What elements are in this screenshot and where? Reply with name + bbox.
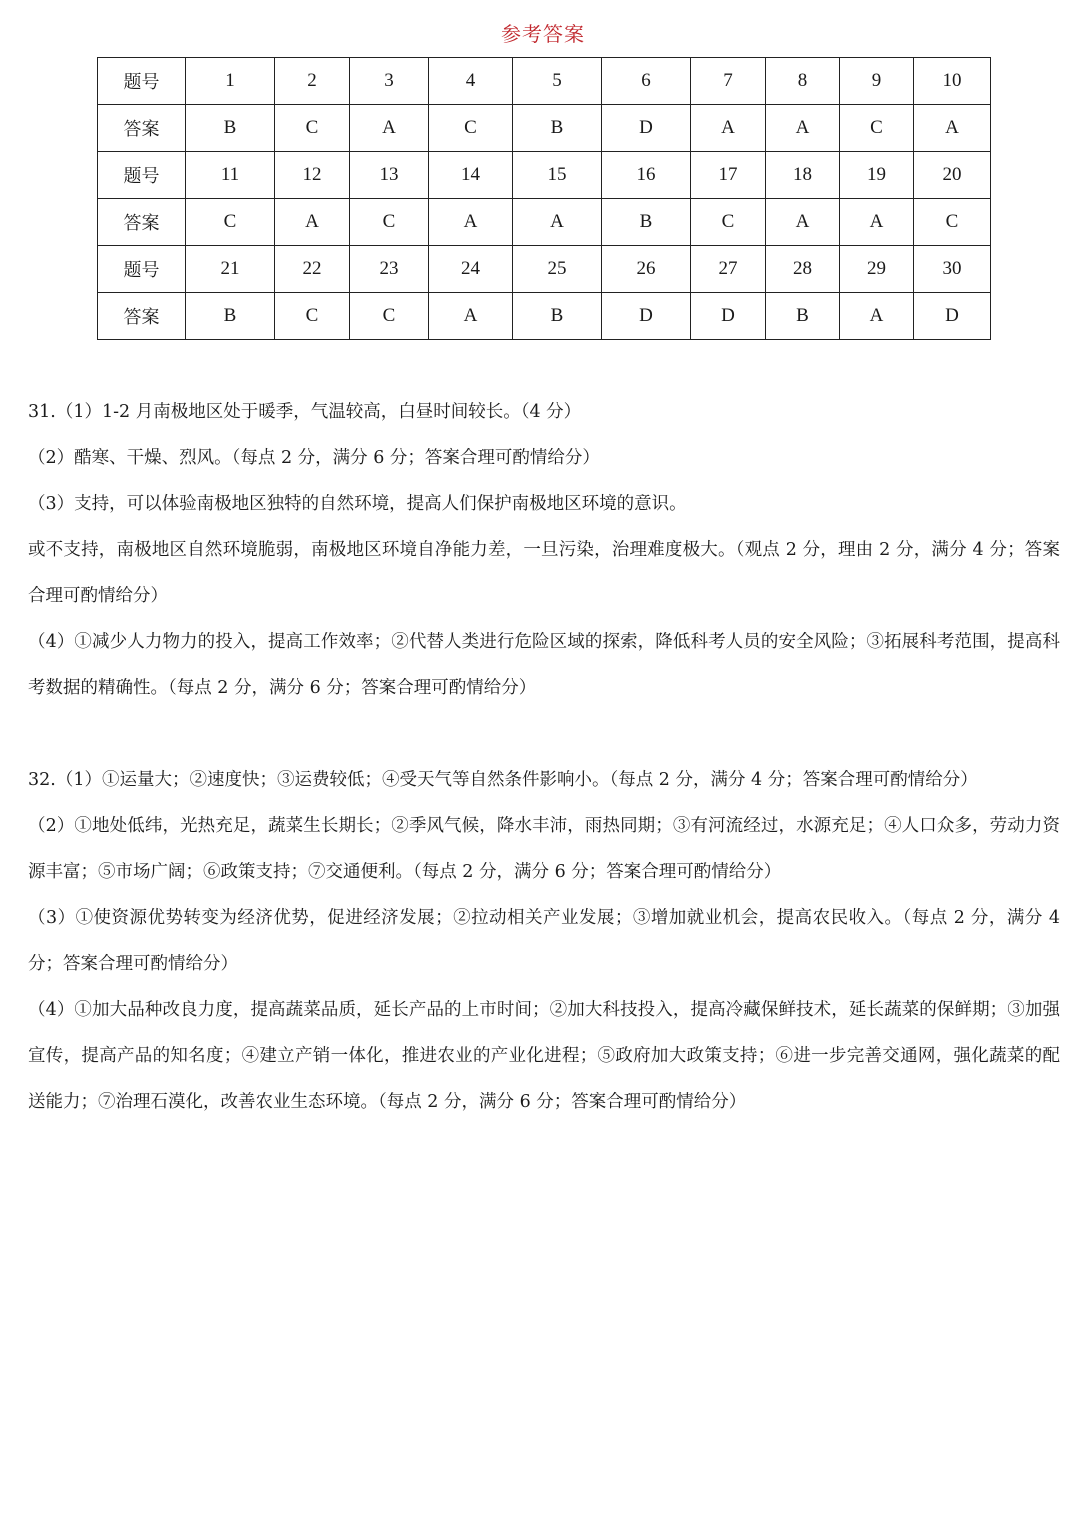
answer-table-body (98, 58, 991, 340)
table-cell: 27 (691, 246, 766, 293)
table-cell: 21 (186, 246, 275, 293)
table-cell: 5 (513, 58, 602, 105)
q31-part4: （4）①减少人力物力的投入，提高工作效率；②代替人类进行危险区域的探索，降低科考人员的安全风险；③拓展科考范围，提高科考数据的精确性。（每点 2 分，满分 6 分；答案合理可酌情给分） (28, 632, 1060, 698)
q31-part2: （2）酷寒、干燥、烈风。（每点 2 分，满分 6 分；答案合理可酌情给分） (28, 448, 600, 468)
table-cell: 23 (350, 246, 429, 293)
table-cell: D (914, 293, 991, 340)
table-cell: A (766, 105, 840, 152)
table-cell: 2 (275, 58, 350, 105)
table-cell: A (429, 293, 513, 340)
q32-part4: （4）①加大品种改良力度，提高蔬菜品质，延长产品的上市时间；②加大科技投入，提高冷藏保鲜技术，延长蔬菜的保鲜期；③加强宣传，提高产品的知名度；④建立产销一体化，推进农业的产业化进程；⑤政府加大政策支持；⑥进一步完善交通网，强化蔬菜的配送能力；⑦治理石漠化，改善农业生态环境。（每点 2 分，满分 6 分；答案合理可酌情给分） (28, 1000, 1060, 1112)
table-cell: 26 (602, 246, 691, 293)
q31-part1: 31.（1）1-2 月南极地区处于暖季，气温较高，白昼时间较长。（4 分） (28, 402, 582, 422)
table-cell: B (602, 199, 691, 246)
table-cell: 14 (429, 152, 513, 199)
table-cell: A (513, 199, 602, 246)
table-cell: 8 (766, 58, 840, 105)
table-cell: 30 (914, 246, 991, 293)
row-label: 题号 (98, 58, 186, 105)
q31-part3-alt: 或不支持，南极地区自然环境脆弱，南极地区环境自净能力差，一旦污染，治理难度极大。（观点 2 分，理由 2 分，满分 4 分；答案合理可酌情给分） (28, 540, 1060, 606)
table-cell: A (840, 199, 914, 246)
row-label: 题号 (98, 246, 186, 293)
table-cell: 18 (766, 152, 840, 199)
answer-table (97, 57, 991, 340)
q31-part3: （3）支持，可以体验南极地区独特的自然环境，提高人们保护南极地区环境的意识。 (28, 494, 687, 514)
table-cell: C (186, 199, 275, 246)
table-cell: C (350, 199, 429, 246)
row-label: 题号 (98, 152, 186, 199)
table-cell: A (429, 199, 513, 246)
table-cell: 28 (766, 246, 840, 293)
table-cell: C (429, 105, 513, 152)
table-cell: A (350, 105, 429, 152)
table-cell: 15 (513, 152, 602, 199)
table-cell: 22 (275, 246, 350, 293)
row-label: 答案 (98, 293, 186, 340)
table-cell: 4 (429, 58, 513, 105)
table-cell: 3 (350, 58, 429, 105)
table-cell: C (350, 293, 429, 340)
table-cell: B (186, 105, 275, 152)
table-row (98, 293, 991, 340)
table-cell: 24 (429, 246, 513, 293)
table-cell: 17 (691, 152, 766, 199)
table-cell: 12 (275, 152, 350, 199)
table-cell: C (914, 199, 991, 246)
table-cell: C (840, 105, 914, 152)
table-row (98, 246, 991, 293)
section-spacer (28, 711, 1060, 757)
table-cell: 11 (186, 152, 275, 199)
table-cell: D (691, 293, 766, 340)
table-cell: B (766, 293, 840, 340)
row-label: 答案 (98, 199, 186, 246)
table-cell: A (766, 199, 840, 246)
table-cell: A (275, 199, 350, 246)
table-row (98, 105, 991, 152)
table-row (98, 58, 991, 105)
table-cell: 9 (840, 58, 914, 105)
table-cell: B (186, 293, 275, 340)
table-cell: 29 (840, 246, 914, 293)
table-cell: 6 (602, 58, 691, 105)
table-cell: C (691, 199, 766, 246)
table-cell: B (513, 105, 602, 152)
table-cell: 20 (914, 152, 991, 199)
table-cell: 1 (186, 58, 275, 105)
table-cell: C (275, 105, 350, 152)
table-cell: B (513, 293, 602, 340)
table-cell: D (602, 293, 691, 340)
table-row (98, 199, 991, 246)
answer-content (28, 389, 1060, 1125)
table-cell: A (691, 105, 766, 152)
table-cell: D (602, 105, 691, 152)
table-row (98, 152, 991, 199)
table-cell: C (275, 293, 350, 340)
q32-part3: （3）①使资源优势转变为经济优势，促进经济发展；②拉动相关产业发展；③增加就业机会，提高农民收入。（每点 2 分，满分 4 分；答案合理可酌情给分） (28, 908, 1060, 974)
row-label: 答案 (98, 105, 186, 152)
table-cell: 7 (691, 58, 766, 105)
page-title: 参考答案 (501, 22, 585, 46)
table-cell: 10 (914, 58, 991, 105)
table-cell: A (914, 105, 991, 152)
table-cell: 25 (513, 246, 602, 293)
table-cell: A (840, 293, 914, 340)
q32-part1: 32.（1）①运量大；②速度快；③运费较低；④受天气等自然条件影响小。（每点 2 分，满分 4 分；答案合理可酌情给分） (28, 770, 978, 790)
q32-part2: （2）①地处低纬，光热充足，蔬菜生长期长；②季风气候，降水丰沛，雨热同期；③有河流经过，水源充足；④人口众多，劳动力资源丰富；⑤市场广阔；⑥政策支持；⑦交通便利。（每点 2 分，满分 6 分；答案合理可酌情给分） (28, 816, 1060, 882)
table-cell: 19 (840, 152, 914, 199)
table-cell: 13 (350, 152, 429, 199)
table-cell: 16 (602, 152, 691, 199)
